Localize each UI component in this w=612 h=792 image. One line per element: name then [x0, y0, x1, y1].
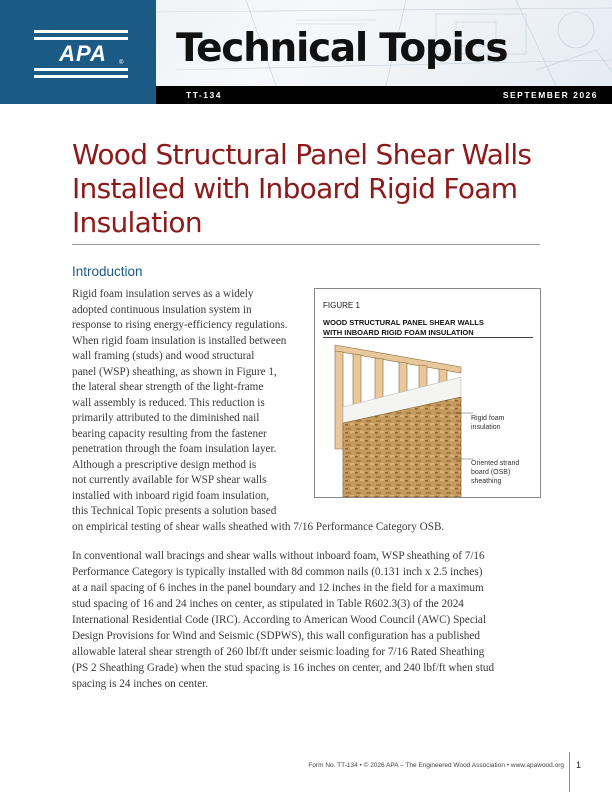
text-line: (PS 2 Sheathing Grade) when the stud spacing is 16 inches on center, and 240 lbf/ft when stud [72, 662, 495, 674]
text-line: spacing is 24 inches on center. [72, 678, 209, 690]
figure-1 [314, 288, 541, 498]
text-line: wall assembly is reduced. This reduction is [72, 396, 265, 409]
text-line: Performance Category is typically installed with 8d common nails (0.131 inch x 2.5 inches) [72, 566, 483, 578]
text-line: the lateral shear strength of the light-frame [72, 381, 264, 393]
callout-line: board (OSB) [471, 469, 511, 476]
form-code: TT-134 [186, 90, 222, 100]
figure-title-line: WOOD STRUCTURAL PANEL SHEAR WALLS [323, 318, 484, 327]
text-line: this Technical Topic presents a solution based [72, 505, 277, 517]
text-line: Design Provisions for Wind and Seismic (SDPWS), this wall configuration has a published [72, 630, 480, 642]
text-line: primarily attributed to the diminished nail [72, 412, 260, 424]
apa-logo [0, 0, 156, 104]
text-line: Although a prescriptive design method is [72, 458, 257, 471]
callout-line: insulation [471, 424, 501, 431]
figure-label: FIGURE 1 [323, 301, 360, 310]
footer-divider [569, 752, 570, 792]
callout-line: sheathing [471, 478, 502, 485]
text-line: wall framing (studs) and wood structural [72, 350, 255, 362]
document-title: Wood Structural Panel Shear Walls Installed with Inboard Rigid Foam Insulation [72, 138, 532, 239]
text-line: on empirical testing of shear walls sheathed with 7/16 Performance Category OSB. [72, 520, 445, 533]
text-line: response to rising energy-efficiency regulations. [72, 319, 288, 331]
masthead [0, 0, 612, 104]
logo-stripe [34, 68, 128, 71]
text-line: adopted continuous insulation system in [72, 303, 252, 316]
callout-rigid-foam [471, 414, 541, 432]
callout-osb-sheathing [471, 459, 541, 486]
masthead-title: Technical Topics [176, 26, 508, 71]
text-line: installed with inboard rigid foam insulation, [72, 489, 269, 502]
text-line: not currently available for WSP shear walls [72, 474, 267, 486]
logo-text: APA [59, 41, 107, 66]
logo-stripe [34, 37, 128, 40]
text-line: In conventional wall bracings and shear walls without inboard foam, WSP sheathing of 7/16 [72, 550, 485, 562]
page-number: 1 [576, 760, 582, 770]
text-line: Rigid foam insulation serves as a widely [72, 288, 254, 300]
text-line: penetration through the foam insulation layer. [72, 443, 277, 455]
masthead-bar [156, 86, 612, 104]
section-heading-introduction: Introduction [72, 264, 143, 279]
issue-date: SEPTEMBER 2026 [502, 90, 598, 100]
text-line: bearing capacity resulting from the fastener [72, 427, 267, 440]
text-line: International Residential Code (IRC). According to American Wood Council (AWC) Special [72, 614, 487, 626]
text-line: stud spacing of 16 and 24 inches on center, as stipulated in Table R602.3(3) of the 2024 [72, 598, 464, 610]
figure-title-rule [323, 337, 533, 338]
logo-stripe [34, 30, 128, 33]
callout-line: Rigid foam [471, 415, 505, 422]
figure-title-line: WITH INBOARD RIGID FOAM INSULATION [323, 328, 474, 337]
text-line: at a nail spacing of 6 inches in the panel boundary and 12 inches in the field for a maximum [72, 582, 484, 594]
title-divider [72, 244, 540, 245]
figure-title [323, 318, 528, 338]
logo-stripe [34, 75, 128, 78]
text-line: panel (WSP) sheathing, as shown in Figure 1, [72, 365, 277, 378]
logo-registered-mark: ® [119, 60, 124, 66]
text-line: When rigid foam insulation is installed between [72, 334, 287, 347]
callout-line: Oriented strand [471, 460, 520, 467]
footer-text: Form No. TT-134 • © 2026 APA – The Engineered Wood Association • www.apawood.org [308, 762, 564, 769]
text-line: allowable lateral shear strength of 260 lbf/ft under seismic loading for 7/16 Rated Sheathing [72, 646, 485, 658]
